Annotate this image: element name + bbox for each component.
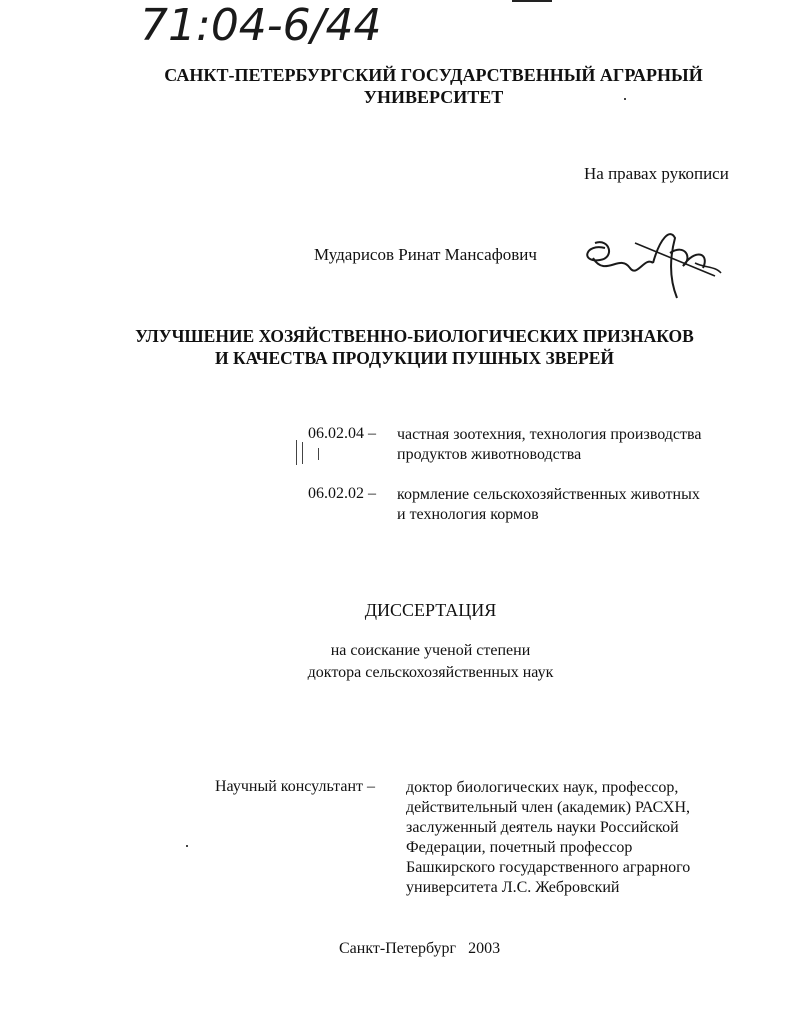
manuscript-note: На правах рукописи [584,164,729,183]
university-line-1: САНКТ-ПЕТЕРБУРГСКИЙ ГОСУДАРСТВЕННЫЙ АГРАРНЫЙ [164,65,703,85]
degree-description [0,640,799,684]
author-name: Мударисов Ринат Мансафович [314,245,537,264]
archive-number [138,0,438,46]
specialty-description [397,485,700,525]
scan-speck [186,845,188,847]
scan-speck [318,448,319,460]
specialty-line: частная зоотехния, технология производства [397,426,702,443]
consultant-line: Башкирского государственного аграрного [406,859,691,876]
archive-number-text: 71:04-6/44 [140,0,382,46]
scan-speck [296,440,297,465]
specialty-code: 06.02.04 – [308,425,376,442]
consultant-line: доктор биологических наук, профессор, [406,779,679,796]
title-line-2: И КАЧЕСТВА ПРОДУКЦИИ ПУШНЫХ ЗВЕРЕЙ [214,348,615,368]
top-edge-mark [512,0,552,2]
university-name [0,64,799,108]
scan-speck [302,442,303,464]
dissertation-title [0,325,799,369]
scan-speck [624,98,626,100]
specialty-line: продуктов животноводства [397,446,582,463]
university-line-2: УНИВЕРСИТЕТ [363,87,504,107]
dissertation-heading [0,600,799,621]
specialty-line: кормление сельскохозяйственных животных [397,486,700,503]
dissertation-heading-text: ДИССЕРТАЦИЯ [364,600,497,620]
consultant-line: заслуженный деятель науки Российской [406,819,679,836]
consultant-label: Научный консультант – [215,778,375,795]
consultant-details [406,778,690,898]
specialty-code: 06.02.02 – [308,485,376,502]
author-signature [575,218,725,303]
degree-line-1: на соискание ученой степени [330,642,531,659]
consultant-line: Федерации, почетный профессор [406,839,633,856]
consultant-line: действительный член (академик) РАСХН, [406,799,691,816]
consultant-line: университета Л.С. Жебровский [406,879,620,896]
place-and-year: Санкт-Петербург 2003 [339,940,501,957]
degree-line-2: доктора сельскохозяйственных наук [307,664,554,681]
title-line-1: УЛУЧШЕНИЕ ХОЗЯЙСТВЕННО-БИОЛОГИЧЕСКИХ ПРИЗНАКОВ [135,326,694,346]
specialty-line: и технология кормов [397,506,539,523]
specialty-description [397,425,701,465]
